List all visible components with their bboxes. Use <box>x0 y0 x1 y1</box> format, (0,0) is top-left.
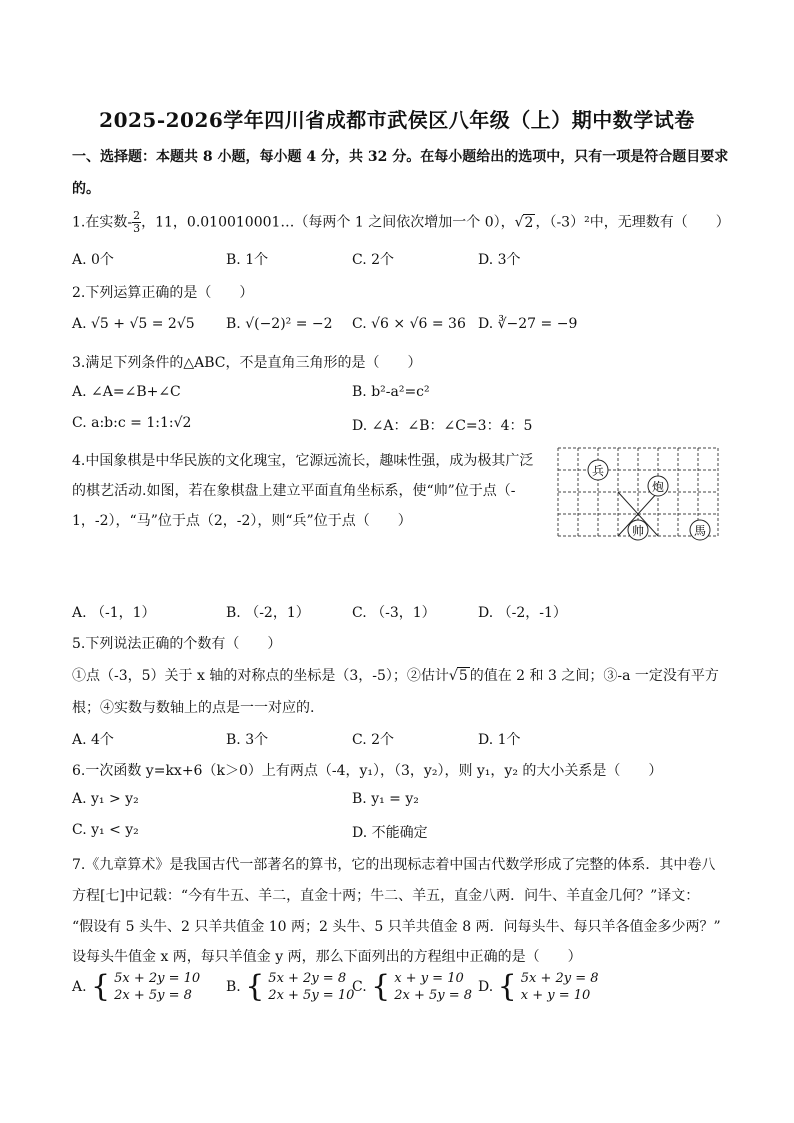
q1-fraction <box>132 210 141 235</box>
q2-option-b: B. √(−2)² = −2 <box>226 316 333 332</box>
q7-option-b-system <box>268 970 354 1004</box>
q2-option-d: D. ∛−27 = −9 <box>478 316 578 332</box>
q4-line3: 1，-2），“马”位于点（2，-2），则“兵”位于点（ ） <box>72 513 412 529</box>
piece-pao <box>648 476 668 496</box>
piece-ma <box>690 520 710 540</box>
q7-option-c-label: C. <box>352 979 367 995</box>
q3-option-c: C. a:b:c = 1:1:√2 <box>72 415 192 431</box>
q3-option-a: A. ∠A=∠B+∠C <box>72 384 181 400</box>
svg-text:馬: 馬 <box>693 524 707 538</box>
q1-frac-den: 3 <box>133 222 141 235</box>
q5-sqrt: 5 <box>458 668 468 684</box>
q2-stem: 2.下列运算正确的是（ ） <box>72 285 254 301</box>
q4-option-b: B. （-2，1） <box>226 605 310 621</box>
q7-option-a <box>72 970 200 1004</box>
q5-option-d: D. 1个 <box>478 732 521 748</box>
q7-option-a-label: A. <box>72 979 87 995</box>
q5-option-c: C. 2个 <box>352 732 395 748</box>
q7-option-b-brace: { <box>245 969 265 1004</box>
q7-line3: “假设有 5 头牛、2 只羊共值金 10 两；2 头牛、5 只羊共值金 8 两．问每头牛、每只羊各值金多少两？” <box>72 919 721 935</box>
q2-option-a: A. √5 + √5 = 2√5 <box>72 316 195 332</box>
q4-option-d: D. （-2，-1） <box>478 605 567 621</box>
q4-line1: 4.中国象棋是中华民族的文化瑰宝，它源远流长，趣味性强，成为极其广泛 <box>72 453 534 469</box>
q5-option-a: A. 4个 <box>72 732 114 748</box>
q3-option-d: D. ∠A：∠B：∠C=3：4：5 <box>352 418 533 434</box>
q7-option-d-eq1: 5x + 2y = 8 <box>520 971 599 986</box>
q7-option-c-eq2: 2x + 5y = 8 <box>394 988 473 1003</box>
q1-frac-num: 2 <box>133 209 141 222</box>
q7-option-d-eq2: x + y = 10 <box>520 988 591 1003</box>
q1-stem: 1.在实数- $\frac{2}{3}$ ，11，0.010010001…（每两个 1 之间依次增加一个 0），√2 ，（-3）²中，无理数有（ ） <box>72 209 730 235</box>
q7-option-c-brace: { <box>371 969 391 1004</box>
q5-line1: ①点（-3，5）关于 x 轴的对称点的坐标是（3，-5）；②估计√5 的值在 2 和 3 之间；③-a 一定没有平方 <box>72 668 719 684</box>
q7-option-b <box>226 970 354 1004</box>
q1-option-a: A. 0个 <box>72 252 114 268</box>
q5-line2: 根；④实数与数轴上的点是一一对应的. <box>72 700 315 716</box>
q1-option-b: B. 1个 <box>226 252 269 268</box>
q1-prefix: 1.在实数- <box>72 214 133 231</box>
q3-option-b: B. b²-a²=c² <box>352 384 430 400</box>
q7-option-a-brace: { <box>91 969 111 1004</box>
q7-option-d <box>478 970 599 1004</box>
q7-option-c-system <box>394 970 472 1004</box>
chess-board-figure <box>556 444 720 542</box>
svg-text:帅: 帅 <box>631 524 645 538</box>
q7-option-b-eq2: 2x + 5y = 10 <box>268 988 355 1003</box>
q1-suffix: ，（-3）²中，无理数有（ ） <box>535 214 730 231</box>
q5-line1-part-c: 的值在 2 和 3 之间；③-a 一定没有平方 <box>469 668 719 684</box>
q7-option-a-system <box>114 970 200 1004</box>
q1-option-c: C. 2个 <box>352 252 395 268</box>
q5-stem: 5.下列说法正确的个数有（ ） <box>72 636 282 652</box>
piece-bing <box>588 460 608 480</box>
q5-option-b: B. 3个 <box>226 732 269 748</box>
q6-option-a: A. y₁ > y₂ <box>72 791 139 807</box>
q6-option-d: D. 不能确定 <box>352 825 428 841</box>
q4-option-c: C. （-3，1） <box>352 605 436 621</box>
q7-line4: 设每头牛值金 x 两，每只羊值金 y 两，那么下面列出的方程组中正确的是（ ） <box>72 949 582 965</box>
q5-line1-part-a: ①点（-3，5）关于 x 轴的对称点的坐标是（3，-5）；②估计 <box>72 668 449 684</box>
q7-option-d-system <box>521 970 599 1004</box>
q4-option-a: A. （-1，1） <box>72 605 156 621</box>
q3-stem: 3.满足下列条件的△ABC，不是直角三角形的是（ ） <box>72 355 422 371</box>
q7-option-d-brace: { <box>497 969 517 1004</box>
q2-option-c: C. √6 × √6 = 36 <box>352 316 466 332</box>
svg-text:兵: 兵 <box>591 464 605 478</box>
q4-line2: 的棋艺活动.如图，若在象棋盘上建立平面直角坐标系，使“帅”位于点（- <box>72 483 516 499</box>
q7-option-c <box>352 970 472 1004</box>
section-instructions-line2: 的。 <box>72 181 100 197</box>
q1-option-d: D. 3个 <box>478 252 521 268</box>
q7-option-d-label: D. <box>478 979 494 995</box>
q7-option-a-eq1: 5x + 2y = 10 <box>114 971 201 986</box>
q7-line2: 方程[七]中记载：“今有牛五、羊二，直金十两；牛二、羊五，直金八两．问牛、羊直金几何？”译文： <box>72 888 700 904</box>
q1-mid: ，11，0.010010001…（每两个 1 之间依次增加一个 0）， <box>141 214 515 231</box>
q7-line1: 7.《九章算术》是我国古代一部著名的算书，它的出现标志着中国古代数学形成了完整的体系．其中卷八 <box>72 857 716 873</box>
q7-option-b-label: B. <box>226 979 241 995</box>
exam-title: 2025-2026学年四川省成都市武侯区八年级（上）期中数学试卷 <box>99 108 695 132</box>
svg-text:炮: 炮 <box>651 480 665 494</box>
piece-shuai <box>628 520 648 540</box>
q6-stem: 6.一次函数 y=kx+6（k＞0）上有两点（-4，y₁），（3，y₂），则 y₁，y₂ 的大小关系是（ ） <box>72 763 663 779</box>
section-instructions-line1: 一、选择题：本题共 8 小题，每小题 4 分，共 32 分。在每小题给出的选项中，只有一项是符合题目要求 <box>72 149 729 165</box>
q6-option-c: C. y₁ < y₂ <box>72 822 139 838</box>
q7-option-b-eq1: 5x + 2y = 8 <box>268 971 347 986</box>
q7-option-c-eq1: x + y = 10 <box>394 971 464 986</box>
q1-sqrt: 2 <box>524 214 534 231</box>
q6-option-b: B. y₁ = y₂ <box>352 791 419 807</box>
q7-option-a-eq2: 2x + 5y = 8 <box>114 988 192 1003</box>
